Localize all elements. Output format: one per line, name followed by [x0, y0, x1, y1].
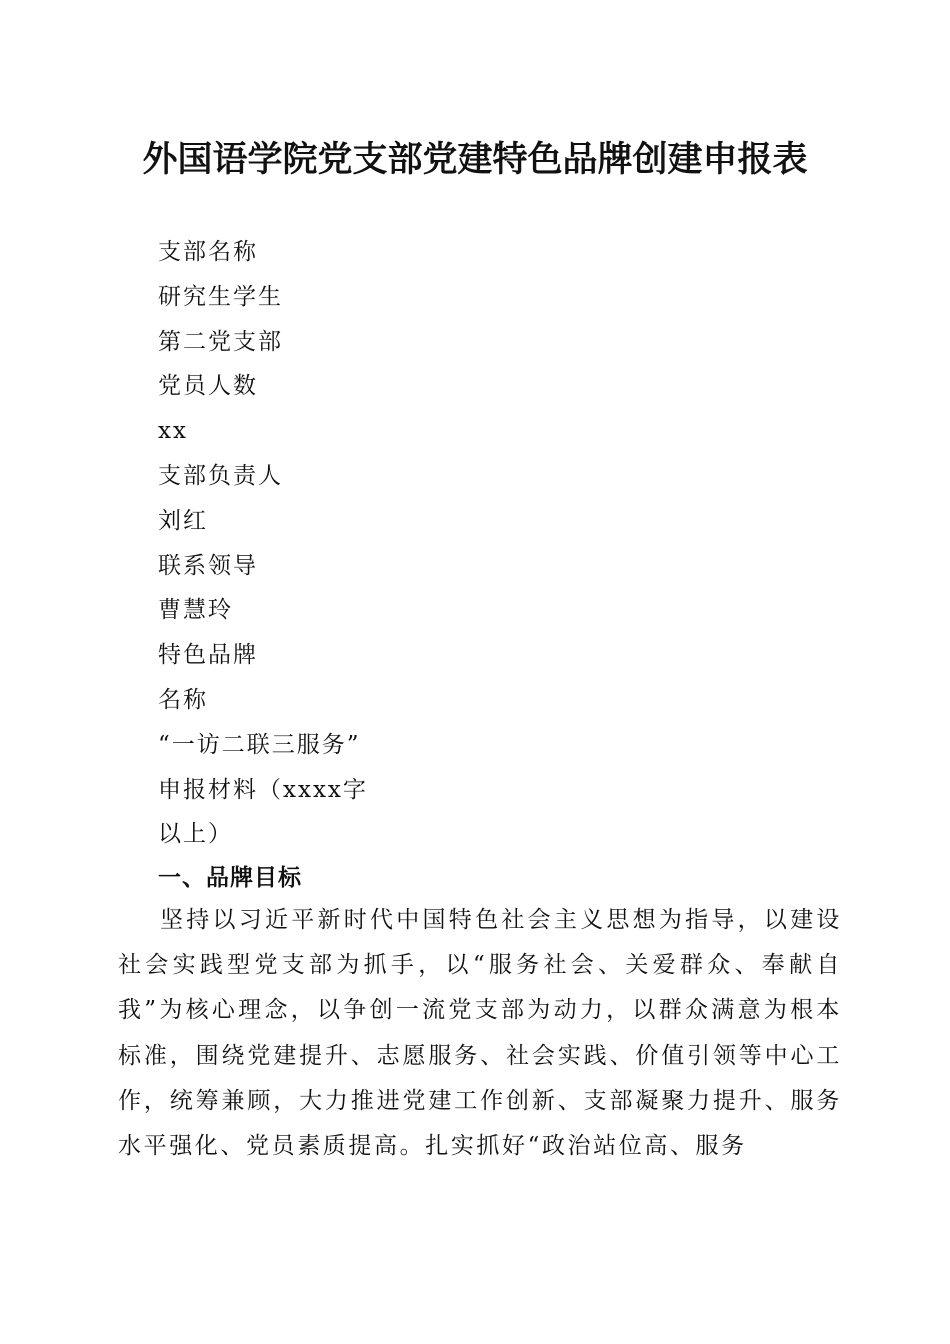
field-branch-name-value-line2: 第二党支部 — [158, 328, 283, 355]
section-heading-brand-goal: 一、品牌目标 — [158, 865, 302, 891]
field-branch-name-value-line1: 研究生学生 — [158, 283, 283, 310]
field-brand-name-label-line2: 名称 — [158, 686, 208, 713]
field-contact-leader-label: 联系领导 — [158, 552, 258, 579]
field-brand-name-value: “一访二联三服务” — [158, 731, 361, 758]
field-application-material-label-line1: 申报材料（xxxx字 — [158, 776, 368, 803]
field-member-count-label: 党员人数 — [158, 373, 258, 400]
application-fields — [158, 230, 558, 857]
document-title: 外国语学院党支部党建特色品牌创建申报表 — [142, 139, 808, 180]
field-contact-leader-value: 曹慧玲 — [158, 597, 233, 624]
field-branch-name-label: 支部名称 — [158, 239, 258, 265]
field-branch-leader-label: 支部负责人 — [158, 462, 283, 489]
field-brand-name-label-line1: 特色品牌 — [158, 642, 258, 669]
field-member-count-value: xx — [158, 418, 188, 445]
field-branch-leader-value: 刘红 — [158, 507, 208, 534]
body-paragraph: 坚持以习近平新时代中国特色社会主义思想为指导，以建设社会实践型党支部为抓手，以“服务社会、关爱群众、奉献自我”为核心理念，以争创一流党支部为动力，以群众满意为根本标准，围绕党建提升、志愿服务、社会实践、价值引领等中心工作，统筹兼顾，大力推进党建工作创新、支部凝聚力提升、服务水平强化、党员素质提高。扎实抓好“政治站位高、服务 — [118, 907, 842, 1160]
field-application-material-label-line2: 以上） — [158, 821, 233, 848]
